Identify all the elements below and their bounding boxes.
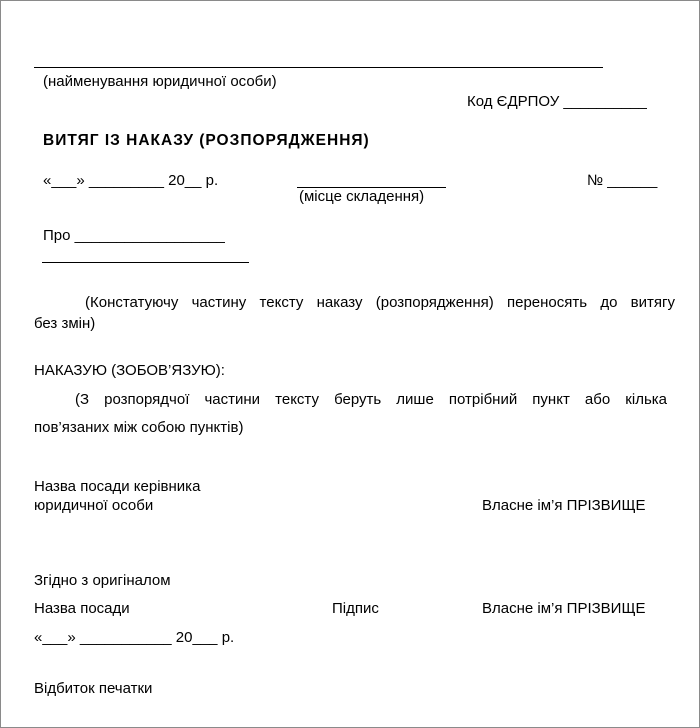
subject-line-1: Про __________________ bbox=[43, 227, 225, 244]
edrpou-code: Код ЄДРПОУ __________ bbox=[467, 93, 647, 110]
certification-date: «___» ___________ 20___ р. bbox=[34, 629, 235, 646]
subject-line-2 bbox=[42, 262, 249, 263]
order-date: «___» _________ 20__ р. bbox=[43, 172, 219, 189]
according-to-original: Згідно з оригіналом bbox=[34, 572, 171, 589]
place-caption: (місце складення) bbox=[299, 188, 425, 205]
statement-note-line-2: без змін) bbox=[34, 315, 96, 332]
signer-position-line-2: юридичної особи bbox=[34, 497, 154, 514]
signer-position-line-1: Назва посади керівника bbox=[34, 478, 201, 495]
order-note-line-2: пов’язаних між собою пунктів) bbox=[34, 419, 244, 436]
entity-name-line bbox=[34, 67, 603, 68]
certifier-signature: Підпис bbox=[332, 600, 379, 617]
document-title: ВИТЯГ ІЗ НАКАЗУ (РОЗПОРЯДЖЕННЯ) bbox=[43, 132, 370, 149]
order-number: № ______ bbox=[587, 172, 658, 189]
certifier-name: Власне ім’я ПРІЗВИЩЕ bbox=[482, 600, 646, 617]
entity-name-caption: (найменування юридичної особи) bbox=[43, 73, 277, 90]
statement-note-line-1: (Констатуючу частину тексту наказу (розпорядження) переносять до витягу bbox=[85, 294, 675, 311]
order-note-line-1: (З розпорядчої частини тексту беруть лише потрібний пункт або кілька bbox=[75, 391, 667, 408]
order-heading: НАКАЗУЮ (ЗОБОВ’ЯЗУЮ): bbox=[34, 362, 225, 379]
seal-imprint: Відбиток печатки bbox=[34, 680, 153, 697]
signer-name: Власне ім’я ПРІЗВИЩЕ bbox=[482, 497, 646, 514]
certifier-position: Назва посади bbox=[34, 600, 130, 617]
